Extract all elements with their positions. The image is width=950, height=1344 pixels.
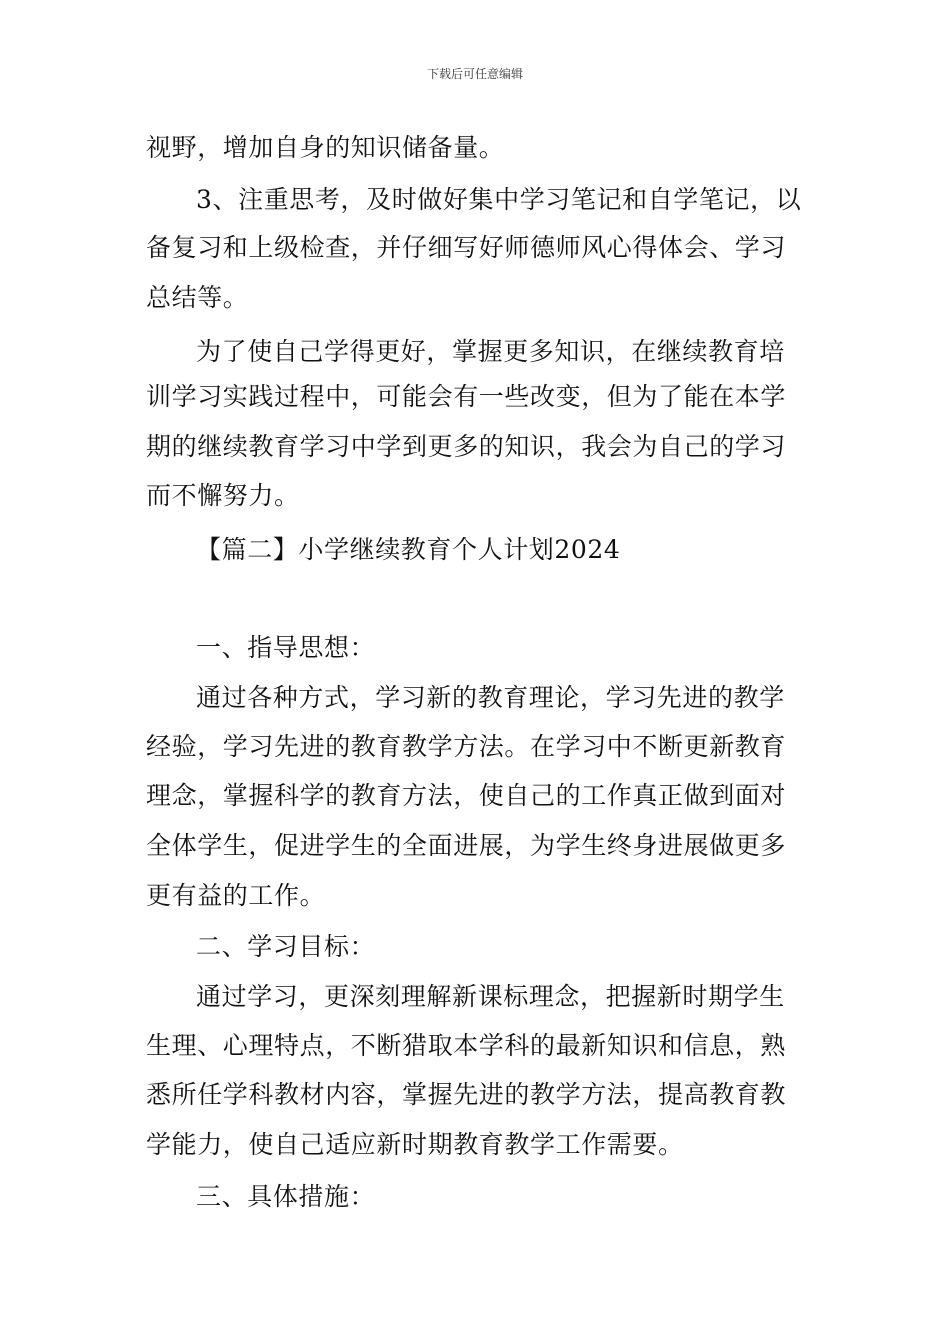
text-line: 生理、心理特点，不断猎取本学科的最新知识和信息，熟 <box>146 1031 787 1060</box>
text-line: 备复习和上级检查，并仔细写好师德师风心得体会、学习 <box>146 233 787 262</box>
page-header-note: 下载后可任意编辑 <box>426 67 523 81</box>
text-line: 通过学习，更深刻理解新课标理念，把握新时期学生 <box>196 982 785 1011</box>
text-line: 全体学生，促进学生的全面进展，为学生终身进展做更多 <box>146 831 787 860</box>
text-line: 而不懈努力。 <box>146 481 300 510</box>
text-line: 训学习实践过程中，可能会有一些改变，但为了能在本学 <box>146 382 787 411</box>
subsection-heading: 三、具体措施： <box>196 1182 376 1211</box>
text-line: 学能力，使自己适应新时期教育教学工作需要。 <box>146 1130 684 1159</box>
text-line: 期的继续教育学习中学到更多的知识，我会为自己的学习 <box>146 432 787 461</box>
text-line: 总结等。 <box>146 283 249 312</box>
text-line: 视野，增加自身的知识储备量。 <box>146 133 505 162</box>
text-line: 更有益的工作。 <box>146 881 326 910</box>
subsection-heading: 一、指导思想： <box>196 633 376 662</box>
section-heading: 【篇二】小学继续教育个人计划2024 <box>196 535 621 564</box>
text-line: 通过各种方式，学习新的教育理论，学习先进的教学 <box>196 683 785 712</box>
subsection-heading: 二、学习目标： <box>196 932 376 961</box>
text-line: 为了使自己学得更好，掌握更多知识，在继续教育培 <box>196 337 785 366</box>
text-line: 悉所任学科教材内容，掌握先进的教学方法，提高教育教 <box>146 1080 787 1109</box>
text-line: 3、注重思考，及时做好集中学习笔记和自学笔记，以 <box>196 185 802 214</box>
text-line: 经验，学习先进的教育教学方法。在学习中不断更新教育 <box>146 732 787 761</box>
text-line: 理念，掌握科学的教育方法，使自己的工作真正做到面对 <box>146 781 787 810</box>
